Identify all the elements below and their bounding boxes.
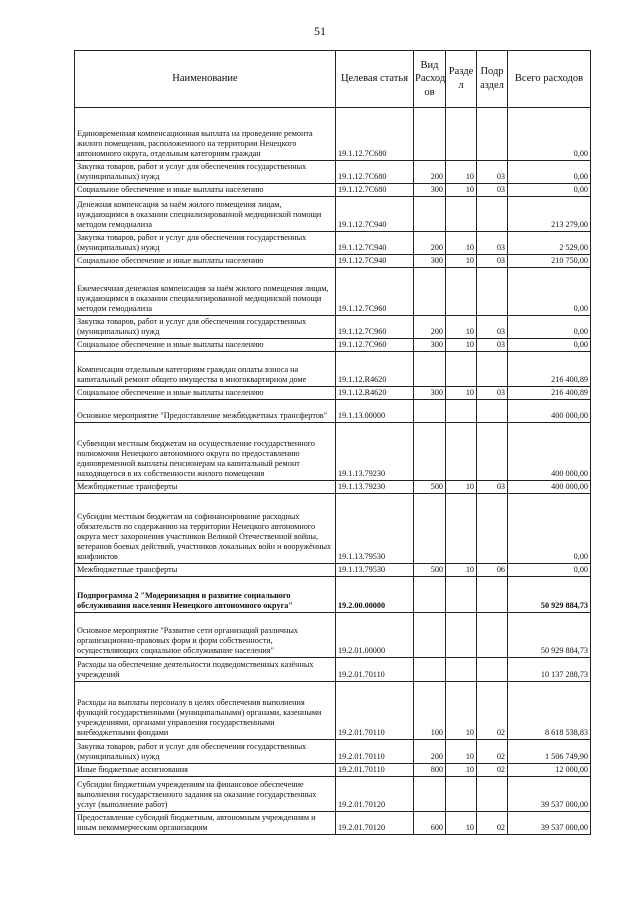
row-section: 10 (446, 255, 477, 268)
row-expense-type (414, 577, 446, 613)
row-name: Предоставление субсидий бюджетным, автономным учреждениям и иным некоммерческим организациям (75, 812, 336, 835)
row-section (446, 400, 477, 423)
header-article: Целевая статья (336, 51, 414, 108)
row-total: 213 279,00 (508, 197, 591, 232)
row-article: 19.2.01.70110 (336, 682, 414, 740)
row-expense-type: 600 (414, 812, 446, 835)
row-expense-type: 200 (414, 740, 446, 764)
row-expense-type (414, 197, 446, 232)
row-subsection (477, 577, 508, 613)
row-expense-type: 200 (414, 232, 446, 255)
row-section: 10 (446, 387, 477, 400)
row-article: 19.2.01.00000 (336, 613, 414, 658)
row-total: 216 400,89 (508, 352, 591, 387)
row-name: Денежная компенсация за наём жилого помещения лицам, нуждающимся в оказании специализированной медицинской помощи методом гемодиализа (75, 197, 336, 232)
row-name: Субсидии бюджетным учреждениям на финансовое обеспечение выполнения государственного задания на оказание государственных услуг (выполнение работ) (75, 777, 336, 812)
table-row (75, 613, 591, 658)
row-total: 50 929 884,73 (508, 613, 591, 658)
row-name: Закупка товаров, работ и услуг для обеспечения государственных (муниципальных) нужд (75, 316, 336, 339)
header-name: Наименование (75, 51, 336, 108)
row-total: 400 000,00 (508, 423, 591, 481)
row-article: 19.1.12.7С960 (336, 268, 414, 316)
row-article: 19.1.12.7С940 (336, 232, 414, 255)
row-article: 19.2.01.70120 (336, 812, 414, 835)
row-subsection (477, 613, 508, 658)
row-article: 19.2.01.70110 (336, 740, 414, 764)
row-section (446, 352, 477, 387)
table-row (75, 316, 591, 339)
row-expense-type: 300 (414, 255, 446, 268)
table-row (75, 387, 591, 400)
row-subsection (477, 658, 508, 682)
row-subsection: 02 (477, 740, 508, 764)
row-subsection: 02 (477, 764, 508, 777)
row-article: 19.2.00.00000 (336, 577, 414, 613)
table-row (75, 812, 591, 835)
row-article: 19.1.12.7С940 (336, 255, 414, 268)
row-name: Социальное обеспечение и иные выплаты населению (75, 339, 336, 352)
row-section: 10 (446, 316, 477, 339)
row-section: 10 (446, 682, 477, 740)
table-row (75, 232, 591, 255)
row-section: 10 (446, 481, 477, 494)
row-name: Межбюджетные трансферты (75, 481, 336, 494)
table-row (75, 197, 591, 232)
row-subsection: 03 (477, 316, 508, 339)
table-row (75, 339, 591, 352)
row-subsection (477, 197, 508, 232)
row-article: 19.1.13.79230 (336, 481, 414, 494)
row-expense-type (414, 777, 446, 812)
row-total: 0,00 (508, 161, 591, 184)
row-total: 400 000,00 (508, 481, 591, 494)
row-total: 0,00 (508, 184, 591, 197)
row-section: 10 (446, 161, 477, 184)
row-total: 1 506 749,90 (508, 740, 591, 764)
row-expense-type (414, 423, 446, 481)
row-total: 0,00 (508, 108, 591, 161)
row-subsection: 03 (477, 387, 508, 400)
row-article: 19.1.12.7С680 (336, 161, 414, 184)
row-section: 10 (446, 339, 477, 352)
row-total: 400 000,00 (508, 400, 591, 423)
row-name: Социальное обеспечение и иные выплаты населению (75, 184, 336, 197)
row-section: 10 (446, 764, 477, 777)
row-name: Ежемесячная денежная компенсация за наём жилого помещения лицам, нуждающимся в оказании специализированной медицинской помощи методом гемодиализа (75, 268, 336, 316)
row-total: 0,00 (508, 316, 591, 339)
table-row (75, 423, 591, 481)
row-expense-type: 500 (414, 564, 446, 577)
row-article: 19.1.12.7С940 (336, 197, 414, 232)
table-row (75, 161, 591, 184)
row-subsection: 06 (477, 564, 508, 577)
row-article: 19.1.13.79530 (336, 494, 414, 564)
row-name: Компенсация отдельным категориям граждан оплаты взноса на капитальный ремонт общего имущества в многоквартирном доме (75, 352, 336, 387)
row-article: 19.1.12.R4620 (336, 387, 414, 400)
table-row (75, 740, 591, 764)
table-row (75, 184, 591, 197)
row-expense-type: 800 (414, 764, 446, 777)
row-section: 10 (446, 740, 477, 764)
row-expense-type (414, 400, 446, 423)
row-name: Расходы на обеспечение деятельности подведомственных казённых учреждений (75, 658, 336, 682)
table-row (75, 682, 591, 740)
table-row (75, 494, 591, 564)
row-name: Социальное обеспечение и иные выплаты населению (75, 255, 336, 268)
row-expense-type: 300 (414, 184, 446, 197)
header-subsection: Подр аздел (477, 51, 508, 108)
page-number: 51 (314, 24, 326, 38)
row-total: 12 000,00 (508, 764, 591, 777)
row-section: 10 (446, 564, 477, 577)
row-expense-type: 200 (414, 316, 446, 339)
row-name: Иные бюджетные ассигнования (75, 764, 336, 777)
row-expense-type (414, 108, 446, 161)
row-name: Единовременная компенсационная выплата на проведение ремонта жилого помещения, расположенного на территории Ненецкого автономного округа, отдельным категориям граждан (75, 108, 336, 161)
row-section (446, 613, 477, 658)
table-row (75, 564, 591, 577)
row-section (446, 577, 477, 613)
row-section (446, 658, 477, 682)
row-subsection (477, 423, 508, 481)
row-expense-type: 100 (414, 682, 446, 740)
row-section (446, 197, 477, 232)
row-total: 39 537 000,00 (508, 812, 591, 835)
table-row (75, 777, 591, 812)
row-name: Основное мероприятие "Предоставление межбюджетных трансфертов" (75, 400, 336, 423)
row-subsection: 03 (477, 255, 508, 268)
row-expense-type (414, 613, 446, 658)
row-total: 39 537 000,00 (508, 777, 591, 812)
row-article: 19.1.13.79230 (336, 423, 414, 481)
row-article: 19.1.12.7С960 (336, 339, 414, 352)
row-section (446, 108, 477, 161)
header-section: Разде л (446, 51, 477, 108)
row-expense-type: 300 (414, 387, 446, 400)
row-subsection: 03 (477, 339, 508, 352)
row-name: Подпрограмма 2 "Модернизация и развитие социального обслуживания населения Ненецкого автономного округа" (75, 577, 336, 613)
row-section (446, 268, 477, 316)
row-total: 2 529,00 (508, 232, 591, 255)
row-name: Расходы на выплаты персоналу в целях обеспечения выполнения функций государственными (муниципальными) органами, казенными учреждениями, органами управления государственными внебюджетными фондами (75, 682, 336, 740)
row-subsection: 03 (477, 481, 508, 494)
row-name: Закупка товаров, работ и услуг для обеспечения государственных (муниципальных) нужд (75, 232, 336, 255)
row-name: Субсидии местным бюджетам на софинансирование расходных обязательств по содержанию на территории Ненецкого автономного округа мест захоронения участников Великой Отечественной войны, ветеранов боевых действий, участников локальных войн и вооружённых конфликтов (75, 494, 336, 564)
row-name: Межбюджетные трансферты (75, 564, 336, 577)
row-expense-type: 200 (414, 161, 446, 184)
row-article: 19.1.12.7С960 (336, 316, 414, 339)
table-row (75, 481, 591, 494)
row-subsection (477, 268, 508, 316)
row-expense-type (414, 494, 446, 564)
row-subsection (477, 352, 508, 387)
row-total: 10 137 288,73 (508, 658, 591, 682)
table-row (75, 764, 591, 777)
row-total: 210 750,00 (508, 255, 591, 268)
row-section (446, 494, 477, 564)
row-section (446, 423, 477, 481)
row-section: 10 (446, 812, 477, 835)
row-article: 19.1.12.7С680 (336, 108, 414, 161)
row-article: 19.2.01.70110 (336, 764, 414, 777)
table-row (75, 352, 591, 387)
row-subsection: 03 (477, 161, 508, 184)
row-name: Социальное обеспечение и иные выплаты населению (75, 387, 336, 400)
table-row (75, 577, 591, 613)
row-name: Субвенции местным бюджетам на осуществление государственного полномочия Ненецкого автономного округа по предоставлению единовременной выплаты пенсионерам на капитальный ремонт находящегося в их собственности жилого помещения (75, 423, 336, 481)
row-section: 10 (446, 232, 477, 255)
row-total: 0,00 (508, 268, 591, 316)
table-row (75, 255, 591, 268)
row-name: Основное мероприятие "Развитие сети организаций различных организационно-правовых форм и форм собственности, осуществляющих социальное обслуживание населения" (75, 613, 336, 658)
row-article: 19.2.01.70110 (336, 658, 414, 682)
header-expense-type: Вид Расход ов (414, 51, 446, 108)
row-article: 19.1.12.7С680 (336, 184, 414, 197)
table-body (75, 108, 591, 835)
row-subsection (477, 108, 508, 161)
row-total: 0,00 (508, 339, 591, 352)
row-expense-type (414, 268, 446, 316)
row-expense-type (414, 658, 446, 682)
row-subsection (477, 400, 508, 423)
row-article: 19.2.01.70120 (336, 777, 414, 812)
row-total: 216 400,89 (508, 387, 591, 400)
row-total: 50 929 884,73 (508, 577, 591, 613)
row-name: Закупка товаров, работ и услуг для обеспечения государственных (муниципальных) нужд (75, 161, 336, 184)
row-total: 8 618 538,83 (508, 682, 591, 740)
row-total: 0,00 (508, 494, 591, 564)
row-subsection: 03 (477, 184, 508, 197)
row-article: 19.1.12.R4620 (336, 352, 414, 387)
header-total: Всего расходов (508, 51, 591, 108)
row-article: 19.1.13.79530 (336, 564, 414, 577)
row-article: 19.1.13.00000 (336, 400, 414, 423)
row-subsection: 02 (477, 812, 508, 835)
table-header-row (75, 51, 591, 108)
row-total: 0,00 (508, 564, 591, 577)
budget-table (74, 50, 591, 835)
row-name: Закупка товаров, работ и услуг для обеспечения государственных (муниципальных) нужд (75, 740, 336, 764)
row-expense-type: 500 (414, 481, 446, 494)
table-row (75, 658, 591, 682)
row-expense-type: 300 (414, 339, 446, 352)
row-subsection: 03 (477, 232, 508, 255)
table-row (75, 400, 591, 423)
row-subsection (477, 777, 508, 812)
row-expense-type (414, 352, 446, 387)
row-subsection (477, 494, 508, 564)
row-section (446, 777, 477, 812)
table-row (75, 268, 591, 316)
row-section: 10 (446, 184, 477, 197)
row-subsection: 02 (477, 682, 508, 740)
table-row (75, 108, 591, 161)
